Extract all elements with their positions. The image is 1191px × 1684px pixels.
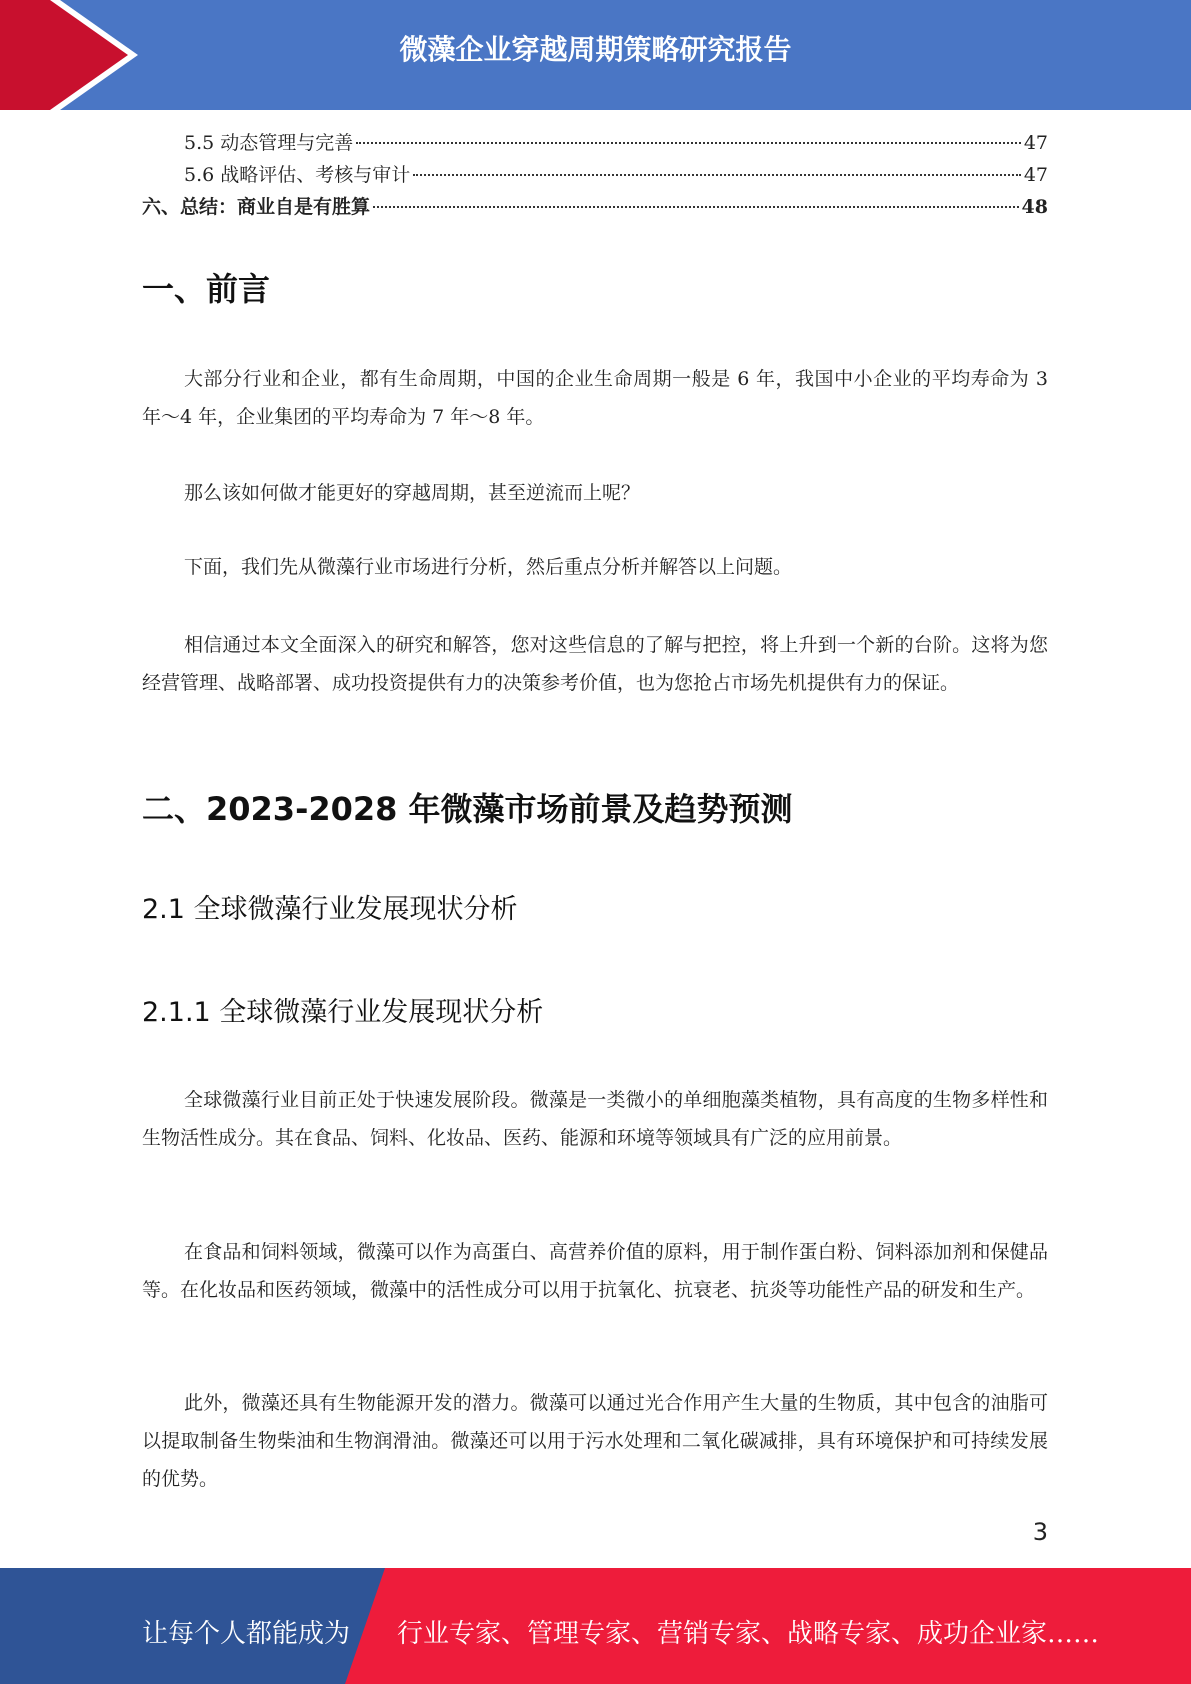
footer-slogan-left: 让每个人都能成为 [142, 1619, 351, 1649]
body-paragraph: 下面，我们先从微藻行业市场进行分析，然后重点分析并解答以上问题。 [184, 556, 793, 578]
subsection-heading: 2.1 全球微藻行业发展现状分析 [142, 894, 518, 925]
body-paragraph: 相信通过本文全面深入的研究和解答，您对这些信息的了解与把控，将上升到一个新的台阶。这将为您经营管理、战略部署、成功投资提供有力的决策参考价值，也为您抢占市场先机提供有力的保证。 [142, 634, 1048, 694]
body-paragraph: 全球微藻行业目前正处于快速发展阶段。微藻是一类微小的单细胞藻类植物，具有高度的生物多样性和生物活性成分。其在食品、饲料、化妆品、医药、能源和环境等领域具有广泛的应用前景。 [142, 1089, 1048, 1149]
page-header [0, 0, 1191, 110]
body-paragraph: 此外，微藻还具有生物能源开发的潜力。微藻可以通过光合作用产生大量的生物质，其中包含的油脂可以提取制备生物柴油和生物润滑油。微藻还可以用于污水处理和二氧化碳减排，具有环境保护和可持续发展的优势。 [142, 1392, 1048, 1490]
page-footer [0, 1568, 1191, 1684]
toc-entry[interactable] [142, 160, 1048, 192]
toc-entry-page: 47 [1023, 164, 1048, 186]
toc-leader-dots [373, 206, 1019, 208]
toc-entry-label: 5.5 动态管理与完善 [184, 132, 354, 154]
body-paragraph: 大部分行业和企业，都有生命周期，中国的企业生命周期一般是 6 年，我国中小企业的平均寿命为 3 年～4 年，企业集团的平均寿命为 7 年～8 年。 [142, 368, 1048, 428]
toc-entry[interactable] [142, 128, 1048, 160]
toc-entry-label: 5.6 战略评估、考核与审计 [184, 164, 411, 186]
page-number: 3 [1032, 1518, 1048, 1546]
body-paragraph: 那么该如何做才能更好的穿越周期，甚至逆流而上呢？ [184, 482, 641, 504]
toc-leader-dots [413, 174, 1021, 176]
toc-entry-page: 47 [1023, 132, 1048, 154]
report-title: 微藻企业穿越周期策略研究报告 [399, 33, 792, 66]
subsection-heading: 2.1.1 全球微藻行业发展现状分析 [142, 997, 544, 1028]
toc-entry-page: 48 [1021, 196, 1048, 218]
footer-slogan-right: 行业专家、管理专家、营销专家、战略专家、成功企业家…… [397, 1619, 1100, 1649]
toc-leader-dots [356, 142, 1021, 144]
table-of-contents [142, 128, 1048, 224]
body-paragraph: 在食品和饲料领域，微藻可以作为高蛋白、高营养价值的原料，用于制作蛋白粉、饲料添加剂和保健品等。在化妆品和医药领域，微藻中的活性成分可以用于抗氧化、抗衰老、抗炎等功能性产品的研发和生产。 [142, 1241, 1048, 1301]
section-heading-preface: 一、前言 [142, 270, 271, 308]
toc-entry-label: 六、总结：商业自是有胜算 [142, 196, 371, 218]
section-heading-chapter2: 二、2023-2028 年微藻市场前景及趋势预测 [142, 790, 793, 828]
toc-entry[interactable] [142, 192, 1048, 224]
